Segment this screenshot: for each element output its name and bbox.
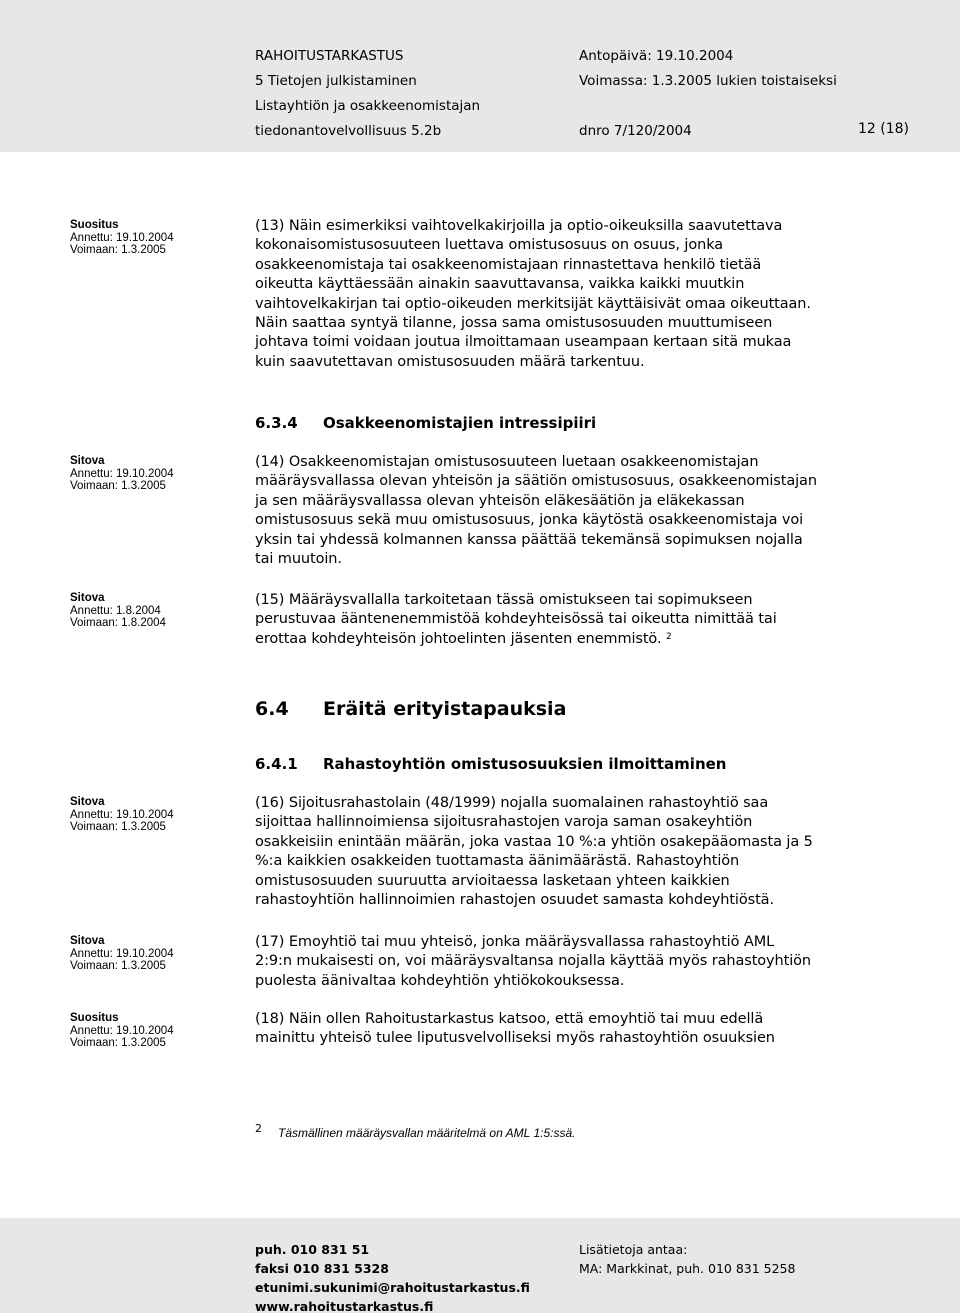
footer-phone: puh. 010 831 51 bbox=[255, 1242, 370, 1257]
heading-number: 6.4 bbox=[255, 698, 289, 720]
header-chapter: 5 Tietojen julkistaminen bbox=[255, 73, 417, 89]
paragraph-line: mainittu yhteisö tulee liputusvelvolliseksi myös rahastoyhtiön osuuksien bbox=[255, 1030, 775, 1047]
paragraph-line: oikeutta käyttäessään ainakin saavuttavansa, vaikka kaikki muutkin bbox=[255, 276, 745, 293]
margin-note-13 bbox=[70, 219, 174, 257]
paragraph-line: omistusosuuden suuruutta arvioitaessa lasketaan yhteen kaikkien bbox=[255, 872, 730, 889]
footer-email[interactable]: etunimi.sukunimi@rahoitustarkastus.fi bbox=[255, 1280, 530, 1295]
paragraph-line: (13) Näin esimerkiksi vaihtovelkakirjoilla ja optio-oikeuksilla saavutettava bbox=[255, 218, 783, 234]
paragraph-line: johtava toimi voidaan joutua ilmoittamaan useampaan kertaan sitä mukaa bbox=[255, 334, 792, 351]
margin-effective: Voimaan: 1.8.2004 bbox=[70, 617, 166, 629]
paragraph-17 bbox=[255, 933, 895, 991]
footer-info bbox=[579, 1240, 795, 1278]
margin-note-16 bbox=[70, 796, 174, 834]
page-number: 12 (18) bbox=[858, 121, 910, 137]
paragraph-line: sijoittaa hallinnoimiensa sijoitusrahastojen varoja saman osakeyhtiön bbox=[255, 814, 753, 831]
margin-issued: Annettu: 19.10.2004 bbox=[70, 467, 174, 480]
paragraph-line: 2:9:n mukaisesti on, voi määräysvaltansa nojalla käyttää myös rahastoyhtiön bbox=[255, 953, 812, 970]
heading-title: Eräitä erityistapauksia bbox=[323, 698, 567, 720]
margin-effective: Voimaan: 1.3.2005 bbox=[70, 244, 166, 256]
paragraph-line: rahastoyhtiön hallinnoimien rahastojen osuudet samasta kohdeyhtiöstä. bbox=[255, 891, 774, 908]
margin-note-18 bbox=[70, 1012, 174, 1050]
footnote-number: 2 bbox=[255, 1122, 262, 1135]
margin-issued: Annettu: 19.10.2004 bbox=[70, 947, 174, 960]
paragraph-18 bbox=[255, 1010, 895, 1049]
margin-issued: Annettu: 19.10.2004 bbox=[70, 1024, 174, 1037]
margin-note-15 bbox=[70, 592, 166, 630]
heading-6-4 bbox=[255, 698, 566, 720]
margin-status: Suositus bbox=[70, 1012, 119, 1024]
margin-effective: Voimaan: 1.3.2005 bbox=[70, 821, 166, 833]
header-valid: Voimassa: 1.3.2005 lukien toistaiseksi bbox=[579, 73, 837, 89]
margin-status: Sitova bbox=[70, 796, 105, 808]
margin-note-17 bbox=[70, 935, 174, 973]
paragraph-line: osakkeenomistaja tai osakkeenomistajaan rinnastettava henkilö tietää bbox=[255, 256, 762, 273]
footer-info-label: Lisätietoja antaa: bbox=[579, 1242, 688, 1257]
footer-info-contact: MA: Markkinat, puh. 010 831 5258 bbox=[579, 1261, 796, 1276]
margin-status: Suositus bbox=[70, 219, 119, 231]
margin-note-14 bbox=[70, 455, 174, 493]
header-left bbox=[255, 48, 480, 148]
paragraph-line: osakkeisiin enintään määrän, joka vastaa 10 %:a yhtiön osakepääomasta ja 5 bbox=[255, 833, 813, 850]
margin-status: Sitova bbox=[70, 935, 105, 947]
paragraph-line: (14) Osakkeenomistajan omistusosuuteen luetaan osakkeenomistajan bbox=[255, 454, 759, 470]
header-subject-line1: Listayhtiön ja osakkeenomistajan bbox=[255, 98, 481, 114]
paragraph-line: tai muutoin. bbox=[255, 550, 342, 567]
paragraph-line: (17) Emoyhtiö tai muu yhteisö, jonka määräysvallassa rahastoyhtiö AML bbox=[255, 934, 775, 950]
margin-issued: Annettu: 19.10.2004 bbox=[70, 808, 174, 821]
paragraph-15 bbox=[255, 591, 895, 649]
paragraph-line: (16) Sijoitusrahastolain (48/1999) nojalla suomalainen rahastoyhtiö saa bbox=[255, 795, 769, 811]
header-issue-date: Antopäivä: 19.10.2004 bbox=[579, 48, 734, 64]
paragraph-line: Näin saattaa syntyä tilanne, jossa sama omistusosuuden muuttumiseen bbox=[255, 314, 773, 331]
margin-status: Sitova bbox=[70, 455, 105, 467]
paragraph-16 bbox=[255, 794, 895, 910]
header-subject-line2: tiedonantovelvollisuus 5.2b bbox=[255, 123, 442, 139]
margin-effective: Voimaan: 1.3.2005 bbox=[70, 480, 166, 492]
footer-website-link[interactable]: www.rahoitustarkastus.fi bbox=[255, 1299, 434, 1314]
paragraph-14 bbox=[255, 453, 895, 569]
paragraph-text: erottaa kohdeyhteisön johtoelinten jäsenten enemmistö. bbox=[255, 630, 662, 647]
paragraph-line: %:a kaikkien osakkeiden tuottamasta äänimäärästä. Rahastoyhtiön bbox=[255, 853, 740, 870]
paragraph-line: omistusosuus sekä muu omistusosuus, jonka käytöstä osakkeenomistaja voi bbox=[255, 512, 804, 529]
paragraph-line: vaihtovelkakirjan tai optio-oikeuden merkitsijät käyttäisivät omaa oikeuttaan. bbox=[255, 295, 811, 312]
paragraph-line: ja sen määräysvallassa olevan yhteisön eläkesäätiön ja eläkekassan bbox=[255, 492, 745, 509]
paragraph-line: puolesta äänivaltaa kohdeyhtiön yhtiökokouksessa. bbox=[255, 972, 625, 989]
header-blank bbox=[579, 98, 837, 123]
heading-title: Rahastoyhtiön omistusosuuksien ilmoittaminen bbox=[323, 755, 727, 773]
margin-status: Sitova bbox=[70, 592, 105, 604]
header-dnro: dnro 7/120/2004 bbox=[579, 123, 692, 139]
paragraph-line: yksin tai yhdessä kolmannen kanssa päättää tekemänsä sopimuksen nojalla bbox=[255, 531, 803, 548]
paragraph-line: (18) Näin ollen Rahoitustarkastus katsoo, että emoyhtiö tai muu edellä bbox=[255, 1011, 764, 1027]
heading-title: Osakkeenomistajien intressipiiri bbox=[323, 414, 597, 432]
heading-number: 6.4.1 bbox=[255, 755, 298, 773]
footer-contact bbox=[255, 1240, 530, 1316]
paragraph-line: (15) Määräysvallalla tarkoitetaan tässä omistukseen tai sopimukseen bbox=[255, 592, 753, 608]
margin-effective: Voimaan: 1.3.2005 bbox=[70, 1037, 166, 1049]
header-right bbox=[579, 48, 837, 148]
margin-issued: Annettu: 19.10.2004 bbox=[70, 231, 174, 244]
paragraph-13 bbox=[255, 217, 895, 372]
heading-6-4-1 bbox=[255, 755, 726, 773]
margin-effective: Voimaan: 1.3.2005 bbox=[70, 960, 166, 972]
margin-issued: Annettu: 1.8.2004 bbox=[70, 604, 161, 617]
paragraph-line: kokonaisomistusosuuteen luettava omistusosuus on osuus, jonka bbox=[255, 237, 724, 254]
paragraph-line: kuin saavutettavan omistusosuuden määrä tarkentuu. bbox=[255, 353, 645, 370]
paragraph-line: määräysvallassa olevan yhteisön ja säätiön omistusosuus, osakkeenomistajan bbox=[255, 473, 817, 490]
footnote-text: Täsmällinen määräysvallan määritelmä on AML 1:5:ssä. bbox=[278, 1126, 576, 1140]
heading-number: 6.3.4 bbox=[255, 414, 298, 432]
footnote-reference[interactable]: 2 bbox=[665, 631, 672, 642]
paragraph-line: perustuvaa ääntenenemmistöä kohdeyhteisössä tai oikeutta nimittää tai bbox=[255, 611, 777, 628]
footer-fax: faksi 010 831 5328 bbox=[255, 1261, 389, 1276]
paragraph-line bbox=[255, 630, 895, 649]
heading-6-3-4 bbox=[255, 414, 596, 432]
header-org: RAHOITUSTARKASTUS bbox=[255, 48, 404, 64]
